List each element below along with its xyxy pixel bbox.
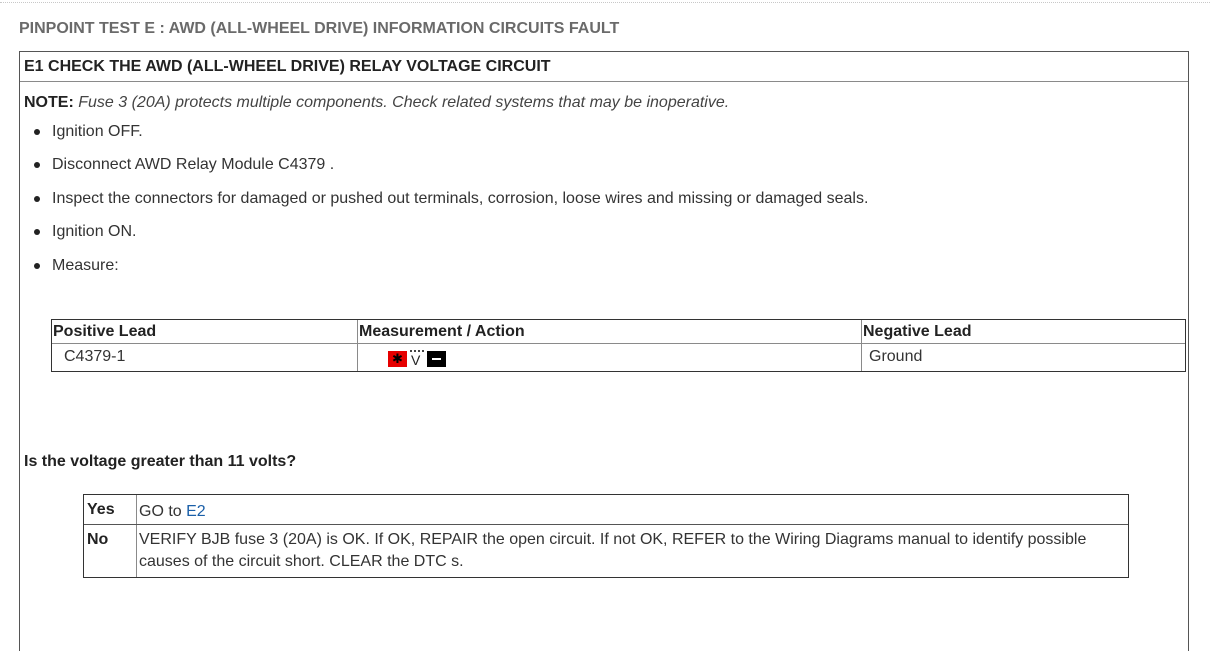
bullet-icon [34,129,40,135]
table-row [52,344,1185,371]
page-title: PINPOINT TEST E : AWD (ALL-WHEEL DRIVE) INFORMATION CIRCUITS FAULT [19,20,620,37]
question-text: Is the voltage greater than 11 volts? [24,453,297,470]
list-item: Ignition ON. [33,222,868,255]
note-label: NOTE: [24,94,74,111]
bullet-icon [34,196,40,202]
table-row [84,525,1128,577]
instruction-list [33,122,868,289]
list-item: Inspect the connectors for damaged or pushed out terminals, corrosion, loose wires and missing or damaged seals. [33,189,868,222]
note [24,94,729,112]
note-text: Fuse 3 (20A) protects multiple components. Check related systems that may be inoperative. [73,94,730,111]
answer-value-no: VERIFY BJB fuse 3 (20A) is OK. If OK, REPAIR the open circuit. If not OK, REFER to the Wiring Diagrams manual to identify possible causes of the circuit short. CLEAR the DTC s. [139,531,1087,570]
meter-negative-icon [427,351,446,367]
negative-lead-cell: Ground [869,348,923,365]
table-header-cell: Measurement / Action [358,320,862,343]
bullet-icon [34,263,40,269]
measurement-table [51,319,1186,372]
step-header [20,52,1188,82]
positive-lead-cell: C4379-1 [52,344,358,371]
table-header-cell: Negative Lead [863,323,972,340]
list-item: Disconnect AWD Relay Module C4379 . [33,155,868,188]
step-panel [19,51,1189,651]
table-header-row [52,320,1185,344]
measurement-cell [358,344,862,371]
list-item: Ignition OFF. [33,122,868,155]
table-header-cell: Positive Lead [52,320,358,343]
top-divider [0,2,1210,3]
voltage-icon: V [409,349,425,367]
bullet-icon [34,229,40,235]
table-row [84,495,1128,525]
answer-value-yes: GO to E2 [139,503,206,520]
answer-key-yes: Yes [84,495,137,524]
meter-positive-icon: ✱ [388,351,407,367]
answer-table [83,494,1129,578]
answer-key-no: No [84,525,137,577]
step-title: E1 CHECK THE AWD (ALL-WHEEL DRIVE) RELAY VOLTAGE CIRCUIT [24,58,551,75]
list-item: Measure: [33,256,868,289]
goto-e2-link[interactable]: E2 [186,503,206,520]
bullet-icon [34,162,40,168]
